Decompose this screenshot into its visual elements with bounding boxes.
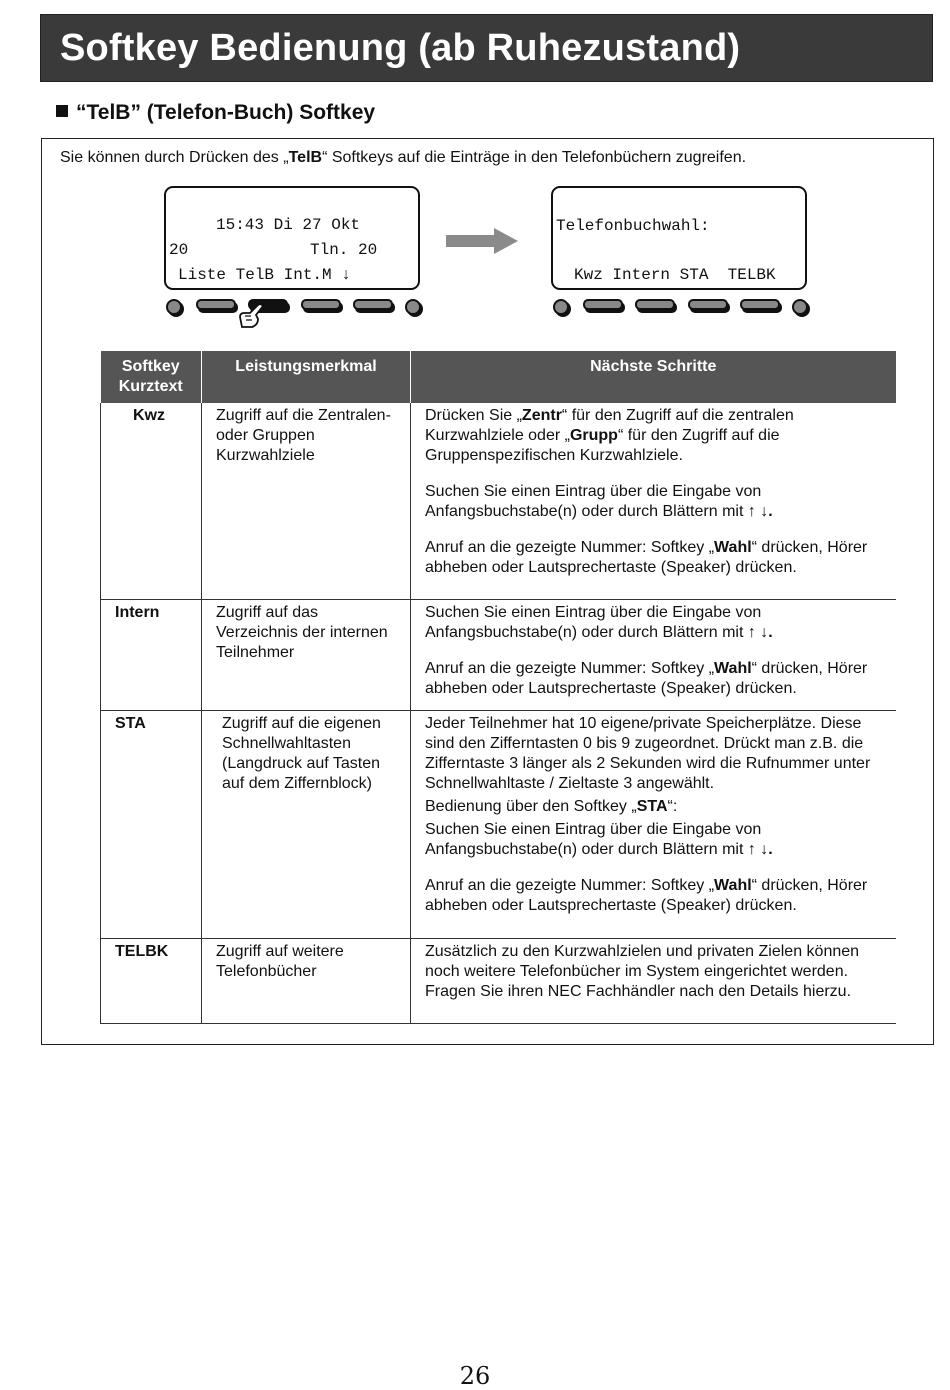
steps-cell: [411, 938, 896, 1023]
softkey-name: Kwz: [101, 403, 202, 599]
steps-cell: [411, 599, 896, 710]
pressing-finger-icon: [238, 303, 266, 329]
display-line-2-right: Tln. 20: [310, 241, 378, 259]
table-row: [101, 403, 896, 599]
softkey-name: STA: [101, 710, 202, 938]
display-phonebook: [551, 186, 807, 290]
table-header-row: [101, 351, 896, 403]
softkey-1[interactable]: [196, 299, 236, 310]
table-row: [101, 938, 896, 1023]
square-bullet-icon: [56, 105, 68, 117]
header-steps: Nächste Schritte: [411, 351, 896, 403]
softkey-3[interactable]: [688, 299, 728, 310]
step-text: Drücken Sie „Zentr“ für den Zugriff auf die zentralen Kurzwahlziele oder „Grupp“ für den Zugriff auf die Gruppenspezifischen Kurzwahlziele.: [425, 407, 794, 464]
intro-post: “ Softkeys auf die Einträge in den Telefonbüchern zugreifen.: [322, 149, 747, 166]
up-down-arrow-icon: ↑ ↓.: [747, 840, 773, 858]
section-heading-text: “TelB” (Telefon-Buch) Softkey: [76, 101, 376, 124]
step-text: Bedienung über den Softkey „STA“:: [425, 797, 678, 815]
left-cursor-button[interactable]: [553, 299, 569, 315]
softkey-4[interactable]: [353, 299, 393, 310]
step-text: Zusätzlich zu den Kurzwahlzielen und privaten Zielen können noch weitere Telefonbücher im System eingerichtet werden. Fragen Sie ihren NEC Fachhändler nach den Details hierzu.: [425, 942, 860, 1000]
display-line-3: Liste TelB Int.M ↓: [178, 266, 351, 284]
header-feature: Leistungsmerkmal: [202, 351, 411, 403]
softkey-4[interactable]: [740, 299, 780, 310]
arrow-right-icon: [446, 228, 520, 254]
intro-text: [60, 149, 746, 167]
display-line-1: 15:43 Di 27 Okt: [216, 216, 361, 234]
step-text: Suchen Sie einen Eintrag über die Eingabe von Anfangsbuchstabe(n) oder durch Blättern mit ↑ ↓.: [425, 603, 773, 641]
steps-cell: [411, 710, 896, 938]
display-line-3: Kwz Intern STA TELBK: [574, 266, 776, 284]
step-text: Suchen Sie einen Eintrag über die Eingabe von Anfangsbuchstabe(n) oder durch Blättern mit ↑ ↓.: [425, 820, 773, 858]
softkey-table: [100, 351, 896, 1024]
title-bar: [40, 14, 933, 82]
table-row: [101, 599, 896, 710]
softkey-name: TELBK: [101, 938, 202, 1023]
right-cursor-button[interactable]: [792, 299, 808, 315]
feature-text: Zugriff auf die Zentralen- oder Gruppen Kurzwahlziele: [202, 403, 411, 599]
step-text: Anruf an die gezeigte Nummer: Softkey „Wahl“ drücken, Hörer abheben oder Lautsprechertaste (Speaker) drücken.: [425, 876, 868, 914]
step-text: Jeder Teilnehmer hat 10 eigene/private Speicherplätze. Diese sind den Zifferntasten 0 bis 9 zugeordnet. Drückt man z.B. die Zifferntaste 3 länger als 2 Sekunden wird die Rufnummer unter Schnellwahltaste / Zieltaste 3 angewählt.: [425, 714, 871, 792]
right-cursor-button[interactable]: [405, 299, 421, 315]
softkey-2[interactable]: [635, 299, 675, 310]
up-down-arrow-icon: ↑ ↓.: [747, 623, 773, 641]
page-title: Softkey Bedienung (ab Ruhezustand): [60, 27, 741, 69]
intro-pre: Sie können durch Drücken des „: [60, 149, 289, 166]
header-softkey: Softkey Kurztext: [101, 351, 202, 403]
softkey-1[interactable]: [583, 299, 623, 310]
display-idle: [164, 186, 420, 290]
left-cursor-button[interactable]: [166, 299, 182, 315]
display-line-1: Telefonbuchwahl:: [556, 217, 710, 235]
softkey-3[interactable]: [301, 299, 341, 310]
softkey-name: Intern: [101, 599, 202, 710]
step-text: Suchen Sie einen Eintrag über die Eingabe von Anfangsbuchstabe(n) oder durch Blättern mit ↑ ↓.: [425, 483, 773, 520]
page-number: 26: [459, 1362, 491, 1390]
feature-text: Zugriff auf die eigenen Schnellwahltasten (Langdruck auf Tasten auf dem Ziffernblock): [202, 710, 411, 938]
feature-text: Zugriff auf das Verzeichnis der internen Teilnehmer: [202, 599, 411, 710]
step-text: Anruf an die gezeigte Nummer: Softkey „Wahl“ drücken, Hörer abheben oder Lautsprechertaste (Speaker) drücken.: [425, 539, 868, 576]
up-down-arrow-icon: ↑ ↓.: [747, 503, 773, 520]
steps-cell: [411, 403, 896, 599]
section-heading: [56, 101, 375, 125]
feature-text: Zugriff auf weitere Telefonbücher: [202, 938, 411, 1023]
intro-bold: TelB: [288, 149, 323, 166]
step-text: Anruf an die gezeigte Nummer: Softkey „Wahl“ drücken, Hörer abheben oder Lautsprechertaste (Speaker) drücken.: [425, 659, 868, 697]
table-row: [101, 710, 896, 938]
display-line-2-left: 20: [169, 241, 189, 259]
